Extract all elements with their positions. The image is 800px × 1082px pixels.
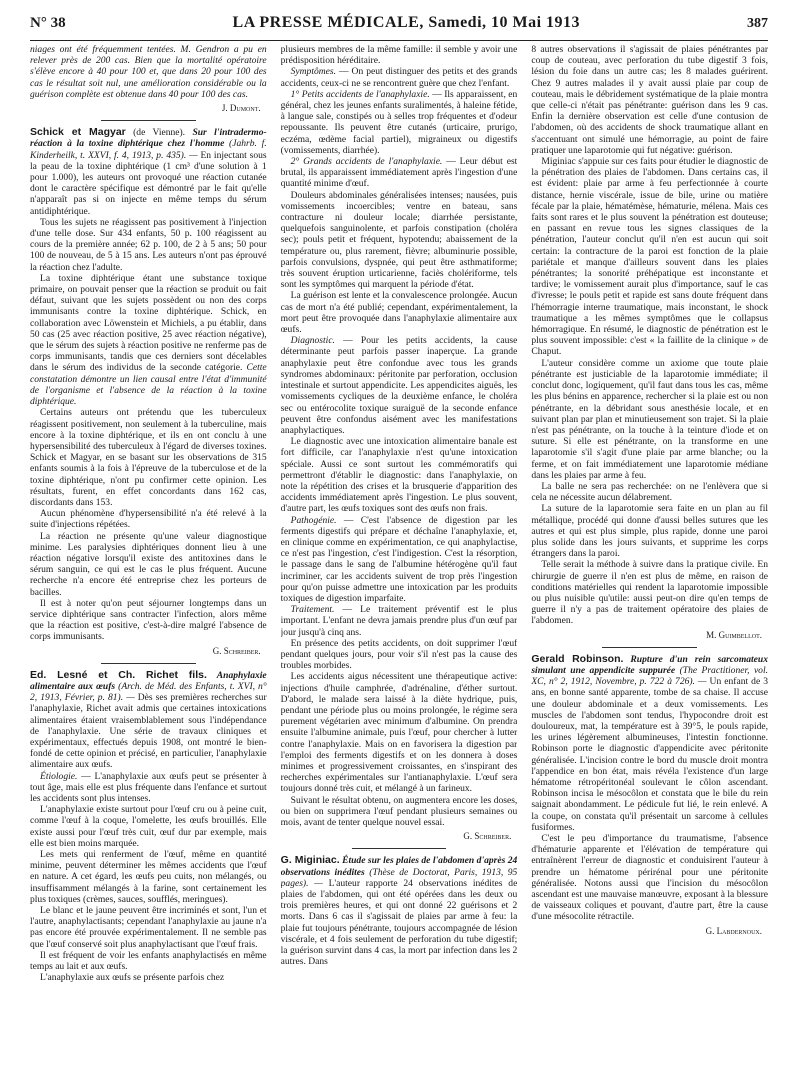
paragraph: Les accidents aigus nécessitent une thérapeutique active: injections d'huile camphrée, d'adrénaline, d'éther surtout. D'abord, le malade sera laissé à la diète hydrique, puis, pendant une période plus ou moins prolongée, le régime sera purement végétarien avec minimum d'albumine. On prendra ensuite l'albumine animale, puis l'œuf, pour chercher à lutter contre l'anaphylaxie. Mais on en favorisera la digestion par l'emploi des ferments digestifs et on les donnera à doses minimes et progressivement croissantes, en s'inspirant des recherches expérimentales sur l'antianaphylaxie. L'œuf sera toujours donné très cuit, et mélangé à un farineux. bbox=[280, 671, 518, 795]
article-reference: (The Practitioner, vol. XC, n° 2, 1912, Novembre, p. 722 à 726). — bbox=[531, 664, 768, 688]
article-title: Sur l'intradermo-réaction à la toxine diphtérique chez l'homme bbox=[30, 127, 267, 150]
paragraph: 2° Grands accidents de l'anaphylaxie. — Leur début est brutal, ils apparaissent immédiatement après l'ingestion d'une quantité minime d'œuf. bbox=[280, 156, 518, 190]
paragraph: Le blanc et le jaune peuvent être incriminés et sont, l'un et l'autre, anaphylactisants; cependant l'anaphylaxie au jaune n'a pas encore été prouvée expérimentalement. Il ne semble pas que l'œuf conservé soit plus anaphylactisant que l'œuf frais. bbox=[30, 905, 267, 950]
paragraph: plusieurs membres de la même famille: il semble y avoir une prédisposition héréditaire. bbox=[280, 44, 518, 67]
article-heading: Ed. Lesné et Ch. Richet fils. Anaphylaxie alimentaire aux œufs (Arch. de Méd. des Enfants, t. XVI, n° 2, 1913, Février, p. 81). — Dès ses premières recherches sur l'anaphylaxie, Richet avait admis que certaines intoxications alimentaires étaient vraisemblablement sous l'indépendance de l'anaphylaxie. Une série de travaux cliniques et expérimentaux, effectués depuis 1908, ont montré le bien-fondé de cette opinion et précisé, en particulier, l'anaphylaxie alimentaire aux œufs. bbox=[30, 668, 267, 771]
text-columns bbox=[30, 44, 768, 1076]
paragraph: La balle ne sera pas recherchée: on ne l'enlèvera que si cela ne nécessite aucun délabrement. bbox=[531, 480, 768, 504]
paragraph: La réaction ne présente qu'une valeur diagnostique minime. Les paralysies diphtériques donnent lieu à une réaction négative lorsqu'il existe des antitoxines dans le sérum sanguin, ce qui est le cas le plus fréquent. Aucune recherche n'a encore été entreprise chez les porteurs de bacilles. bbox=[30, 530, 267, 598]
paragraph: Aucun phénomène d'hypersensibilité n'a été relevé à la suite d'injections répétées. bbox=[30, 508, 267, 531]
paragraph: Pathogénie. — C'est l'absence de digestion par les ferments digestifs qui prépare et déchaîne l'anaphylaxie, et, en clinique comme en expérimentation, ce qui anaphylactise, ce n'est pas l'ingestion, c'est l'indigestion. C'est la résorption, le passage dans le sang de l'albumine hétérogène qu'il faut incriminer, car les accidents suivent de trop près l'ingestion pour qu'on puisse admettre une intoxication par les produits toxiques de digestion imparfaite. bbox=[280, 514, 518, 604]
page-number: 387 bbox=[746, 16, 768, 31]
article-title: Rupture d'un rein sarcomateux simulant une appendicite suppurée bbox=[531, 653, 768, 676]
signature: G. Schreiber. bbox=[212, 645, 261, 656]
article-author: Ed. Lesné et Ch. Richet fils. bbox=[30, 668, 207, 681]
signature: M. Guimbellot. bbox=[706, 629, 762, 640]
paragraph: L'auteur considère comme un axiome que toute plaie pénétrante est justiciable de la laparotomie immédiate; il conclut donc, logiquement, qu'il faut dans tous les cas, même les plus bénins en apparence, rechercher si la plaie est ou non pénétrante, en la débridant sous anesthésie locale, et en suivant plan par plan et minutieusement son trajet. Si la plaie n'est pas pénétrante, on la touche à la teinture d'iode et on suture. Si elle est pénétrante, on la transforme en une laparotomie s'il s'agit d'une plaie par arme blanche; ou la ferme, et on fait immédiatement une laparotomie médiane dans les plaies par arme à feu. bbox=[531, 357, 768, 481]
paragraph: Diagnostic. — Pour les petits accidents, la cause déterminante peut parfois passer inaperçue. La grande anaphylaxie peut être confondue avec tous les grands syndromes abdominaux: péritonite par perforation, occlusion intestinale et surtout appendicite. Les appendicites aiguës, les vomissements cycliques de la deuxième enfance, le choléra sec ou entérocolite toxique suraiguë de la seconde enfance peuvent être confondus aisément avec les manifestations anaphylactiques. bbox=[280, 335, 518, 436]
paragraph: Il est fréquent de voir les enfants anaphylactisés en même temps au lait et aux œufs. bbox=[30, 949, 267, 973]
paragraph: 1° Petits accidents de l'anaphylaxie. — Ils apparaissent, en général, chez les jeunes enfants suralimentés, à haleine fétide, à langue sale, constipés ou à selles trop fréquentes et d'odeur repoussante. Ils peuvent être cutanés (urticaire, prurigo, eczéma, œdème facial partiel), migraineux ou digestifs (vomissements, diarrhée). bbox=[280, 88, 518, 156]
paragraph: Traitement. — Le traitement préventif est le plus important. L'enfant ne devra jamais prendre plus d'un œuf par jour jusqu'à cinq ans. bbox=[280, 604, 518, 638]
paragraph: Les mets qui renferment de l'œuf, même en quantité minime, peuvent déterminer les mêmes accidents que l'œuf en nature. A cet égard, les œufs peu cuits, non mélangés, ou insuffisamment mélangés à la farine, sont certainement les plus toxiques (crèmes, sauces, soufflés, meringues). bbox=[30, 849, 267, 905]
paragraph: Tous les sujets ne réagissent pas positivement à l'injection d'une telle dose. Sur 434 enfants, 50 p. 100 réagissent au cours de la première année; 62 p. 100, de 2 à 5 ans; 50 pour 100 de nouveau, de 5 à 15 ans. Les auteurs n'ont pas éprouvé la réaction chez l'adulte. bbox=[30, 216, 267, 273]
paragraph: Il est à noter qu'on peut séjourner longtemps dans un service diphtérique sans contracter l'infection, alors même que la réaction est positive, c'est-à-dire malgré l'absence de corps immunisants. bbox=[30, 597, 267, 643]
article-reference: (Arch. de Méd. des Enfants, t. XVI, n° 2, 1913, Février, p. 81). — bbox=[30, 680, 267, 704]
paragraph: L'anaphylaxie existe surtout pour l'œuf cru ou à peine cuit, comme l'œuf à la coque, l'omelette, les œufs brouillés. Elle existe aussi pour l'œuf très cuit, œuf dur par exemple, mais elle est bien moins marquée. bbox=[30, 804, 267, 849]
article-heading: G. Miginiac. Étude sur les plaies de l'abdomen d'après 24 observations inédites (Thèse de Doctorat, Paris, 1913, 95 pages). — L'auteur rapporte 24 observations inédites de plaies de l'abdomen, qui ont été opérées dans les deux ou trois premières heures, et qui ont donné 22 guérisons et 2 morts. Dans 6 cas il s'agissait de plaies par arme à feu: la plaie fut toujours pénétrante, toujours accompagnée de lésion viscérale, et 4 fois seulement de perforation du tube digestif; la guérison survint dans 4 cas, la mort par infection dans les 2 autres. Dans bbox=[280, 854, 518, 968]
paragraph: Douleurs abdominales généralisées intenses; nausées, puis vomissements incoercibles; ventre en bateau, sans contracture ni douleur locale; diarrhée persistante, quelquefois sanguinolente, et parfois constipation (choléra sec); pouls petit et fréquent, hypotendu; abaissement de la température ou, plus rarement, fièvre; albuminurie possible, parfois convulsions, dyspnée, qui peut être asthmatiforme; très souvent éruption urticarienne, faciès cholériforme, tels sont les symptômes qui marquent la période d'état. bbox=[280, 189, 518, 291]
paragraph: Telle serait la méthode à suivre dans la pratique civile. En chirurgie de guerre il n'en est plus de même, en raison de conditions matérielles qui rendent la laparotomie impossible ou plus nuisible qu'utile: aussi peut-on dire qu'en temps de guerre il n'y a pas de traitement opératoire des plaies de l'abdomen. bbox=[531, 559, 768, 627]
divider bbox=[602, 647, 697, 648]
paragraph: La toxine diphtérique étant une substance toxique primaire, on pouvait penser que la réaction se produit ou fait défaut, suivant que les sujets possèdent ou non des corps immunisants contre la toxine diphtérique. Schick, en collaboration avec Löwenstein et Michiels, a pu établir, dans 50 cas (25 avec réaction positive, 25 avec réaction négative), que le sérum des sujets à réaction positive ne renferme pas de corps immunisants, tandis que ces derniers sont décelables dans le sérum des individus de la seconde catégorie. Cette constatation démontre un lien causal entre l'état d'immunité de l'organisme et l'absence de la réaction à la toxine diphtérique. bbox=[30, 272, 267, 408]
column-1 bbox=[30, 44, 267, 1076]
paragraph: Étiologie. — L'anaphylaxie aux œufs peut se présenter à tout âge, mais elle est plus fréquente dans l'enfance et surtout les accidents sont plus intenses. bbox=[30, 770, 267, 804]
article-author: G. Miginiac. bbox=[280, 854, 340, 867]
divider bbox=[101, 120, 196, 121]
article-reference: (Jahrb. f. Kinderheilk, t. XXVI, f. 4, 1913, p. 435). — bbox=[30, 138, 267, 161]
divider bbox=[352, 848, 447, 849]
article-title: Anaphylaxie alimentaire aux œufs bbox=[30, 669, 267, 692]
divider bbox=[101, 663, 196, 664]
article-reference: (Thèse de Doctorat, Paris, 1913, 95 pages). — bbox=[280, 866, 518, 889]
paragraph: niages ont été fréquemment tentées. M. Gendron a pu en relever près de 200 cas. Bien que la mortalité opératoire s'élève encore à 40 pour 100 et, que dans 20 pour 100 des cas le résultat soit nul, une amélioration considérable ou la guérison complète est obtenue dans 40 pour 100 des cas. bbox=[30, 44, 267, 100]
paragraph: En présence des petits accidents, on doit supprimer l'œuf pendant quelques jours, pour voir s'il n'est pas la cause des troubles morbides. bbox=[280, 637, 518, 672]
issue-number: N° 38 bbox=[30, 15, 66, 31]
article-title: Étude sur les plaies de l'abdomen d'après 24 observations inédites bbox=[280, 855, 518, 878]
signature: J. Dumont. bbox=[221, 103, 261, 114]
paragraph: La guérison est lente et la convalescence prolongée. Aucun cas de mort n'a été publié; cependant, expérimentalement, la mort peut être provoquée dans l'anaphylaxie alimentaire aux œufs. bbox=[280, 290, 518, 336]
paragraph: Symptômes. — On peut distinguer des petits et des grands accidents, ceux-ci ne se rencontrent guère que chez l'enfant. bbox=[280, 66, 518, 89]
running-header bbox=[30, 14, 768, 41]
paragraph: Miginiac s'appuie sur ces faits pour étudier le diagnostic de la pénétration des plaies de l'abdomen. Dans certains cas, il est évident: plaie par arme à feu perfectionnée à courte distance, hernie viscérale, issue de bile, urine ou matière fécale par la plaie, hématémèse, hématurie, mélena. Mais ces faits sont rares et le plus souvent la pénétration est douteuse; en passant en revue tous les signes classiques de la pénétration, l'auteur conclut qu'il n'en est aucun qui soit certain: la contracture de la paroi est fonction de la plaie pariétale et manque d'ailleurs souvent dans les plaies pénétrantes; la sonorité préhépatique est inconstante et tardive; le vomissement aurait plus d'importance, sauf le cas d'ivresse; le pouls petit et rapide est sans doute fréquent dans l'hémorragie interne traumatique, mais inconstant, le shock traumatique a les mêmes symptômes que le collapsus hémorragique. En résumé, le diagnostic de pénétration est le plus souvent impossible: c'est « la faillite de la clinique » de Chaput. bbox=[531, 156, 768, 358]
paragraph: L'anaphylaxie aux œufs se présente parfois chez bbox=[40, 972, 225, 984]
paragraph: Suivant le résultat obtenu, on augmentera encore les doses, ou bien on supprimera l'œuf pendant plusieurs semaines ou mois, avant de tenter quelque nouvel essai. bbox=[280, 794, 518, 829]
signature: G. Labdernoux. bbox=[705, 925, 762, 936]
paragraph: Certains auteurs ont prétendu que les tuberculeux réagissent positivement, non seulement à la tuberculine, mais encore à la toxine diphtérique, et ils en ont conclu à une hypersensibilité des tuberculeux à l'égard de diverses toxines. Schick et Magyar, en se basant sur les observations de 315 enfants soumis à la fois à l'épreuve de la tuberculose et de la toxine diphtérique, n'ont pu confirmer cette opinion. Les résultats, furent, en effet concordants dans 162 cas, discordants dans 153. bbox=[30, 407, 267, 508]
column-3 bbox=[531, 44, 768, 1076]
article-heading: Gerald Robinson. Rupture d'un rein sarcomateux simulant une appendicite suppurée (The Practitioner, vol. XC, n° 2, 1912, Novembre, p. 722 à 726). — Un enfant de 3 ans, en bonne santé apparente, tombe de sa chaise. Il accuse une douleur abdominale et a deux vomissements. Les muscles de l'abdomen sont tendus, l'hypocondre droit est douloureux, mat, la température est à 39°5, le pouls rapide, les urines légèrement albumineuses, l'intestin fonctionne. Robinson porte le diagnostic d'appendicite avec péritonite généralisée. L'incision contre le bord du muscle droit montra l'appendice en bon état, mais révéla l'existence d'un large hématome rétropéritonéal soulevant le côlon ascendant. Robinson incisa le mésocôlon et constata que le bile du rein saignait abondamment. Le pédicule fut lié, le rein enlevé. A la coupe, on constata qu'il présentait un sarcome à cellules fusiformes. bbox=[531, 652, 768, 833]
article-author: Gerald Robinson. bbox=[531, 652, 624, 665]
article-author: Schick et Magyar bbox=[30, 126, 126, 139]
column-2 bbox=[281, 44, 518, 1076]
paragraph: C'est le peu d'importance du traumatisme, l'absence d'hématurie apparente et l'élévation de température qui entraînèrent l'erreur de diagnostic et conduisirent l'auteur à prendre un hématome périrénal pour une péritonite généralisée. Notons aussi que l'incision du mésocôlon ascendant est une mauvaise manœuvre, exposant à la blessure de vaisseaux coliques et pouvant, d'autre part, être la cause d'une mésocolite rétractile. bbox=[531, 833, 768, 923]
journal-title: LA PRESSE MÉDICALE, Samedi, 10 Mai 1913 bbox=[232, 14, 581, 31]
paragraph: 8 autres observations il s'agissait de plaies pénétrantes par coup de couteau, avec perforation du tube digestif 3 fois, lésion du foie dans un autre cas; les 8 malades guérirent. Chez 9 autres malades il y avait aussi plaie par coup de couteau, mais le débridement systématique de la plaie montra que celle-ci n'était pas pénétrante: guérison dans les 9 cas. Enfin la dernière observation est celle d'une contusion de l'abdomen, où des accidents de shock traumatique allant en s'accentuant ont simulé une hémorragie, au point de faire pratiquer une laparotomie qui fut négative: guérison. bbox=[531, 44, 768, 156]
signature: G. Schreiber. bbox=[463, 831, 512, 842]
paragraph: Le diagnostic avec une intoxication alimentaire banale est fort difficile, car l'anaphylaxie n'est qu'une intoxication spéciale. Aussi ce sont surtout les commémoratifs qui permettront d'établir le diagnostic: dans l'anaphylaxie, on note la répétition des crises et la brusquerie d'apparition des accidents immédiatement après l'ingestion. Le plus souvent, d'autre part, les œufs toxiques sont des œufs non frais. bbox=[280, 436, 518, 515]
paragraph: La suture de la laparotomie sera faite en un plan au fil métallique, procédé qui donne d'aussi belles sutures que les autres et qui est plus simple, plus rapide, donne une paroi plus solide dans les jours suivants, et supprime les corps étrangers dans la paroi. bbox=[531, 503, 768, 560]
article-heading: Schick et Magyar (de Vienne). Sur l'intradermo-réaction à la toxine diphtérique chez l'homme (Jahrb. f. Kinderheilk, t. XXVI, f. 4, 1913, p. 435). — En injectant sous la peau de la toxine diphtérique (1 cm³ d'une solution à 1 pour 1.000), les auteurs ont provoqué une réaction cutanée dont le caractère spécifique est démontré par le fait qu'elle n'apparaît pas si on injecte en même temps du sérum antidiphtérique. bbox=[30, 126, 267, 217]
